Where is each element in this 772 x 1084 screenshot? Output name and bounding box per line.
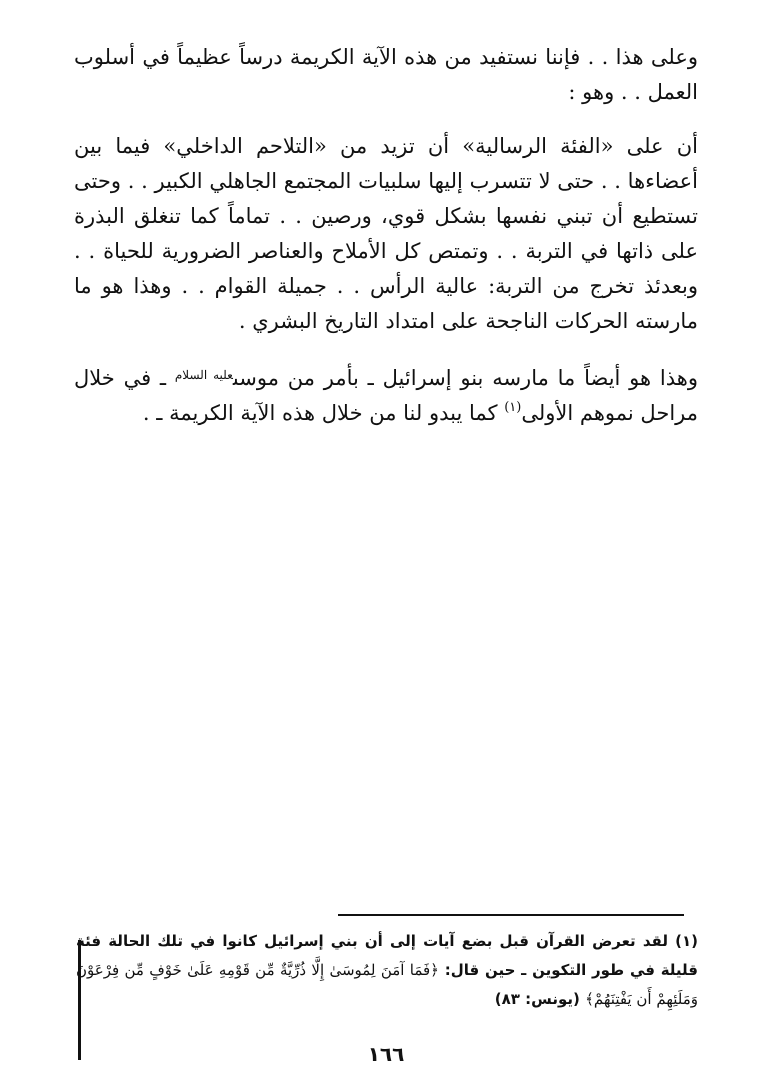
paragraph-3-text-a: وهذا هو أيضاً ما مارسه بنو إسرائيل ـ بأمر من موسى [232, 366, 698, 390]
footnote-reference[interactable]: (١) [504, 400, 522, 415]
paragraph-3-text-b: ـ في خلال مراحل نموهم الأولى [74, 366, 698, 425]
paragraph-2-text: أن على «الفئة الرسالية» أن تزيد من «التلاحم الداخلي» فيما بين أعضاءها . . حتى لا تتسرب إليها سلبيات المجتمع الجاهلي الكبير . . وحتى تستطيع أن تبني نفسها بشكل قوي، ورصين . . تماماً كما تنغلق البذرة على ذاتها في التربة . . وتمتص كل الأملاح والعناصر الضرورية للحياة . . وبعدئذ تخرج من التربة: عالية الرأس . . جميلة القوام . . وهذا هو ما مارسته الحركات الناجحة على امتداد التاريخ البشري . [74, 134, 698, 333]
footnote [76, 927, 698, 1014]
paragraph-1-text: وعلى هذا . . فإننا نستفيد من هذه الآية الكريمة درساً عظيماً في أسلوب العمل . . وهو : [74, 45, 698, 104]
footnote-citation: (يونس: ٨٣) [494, 990, 586, 1008]
paragraph-3 [74, 358, 698, 431]
footnote-quran-verse: ﴿فَمَا آمَنَ لِمُوسَىٰ إِلَّا ذُرِّيَّةٌ مِّن قَوْمِهِ عَلَىٰ خَوْفٍ مِّن فِرْعَوْنَ وَمَلَئِهِمْ أَن يَفْتِنَهُمْ﴾ [76, 961, 698, 1008]
page-number: ١٦٦ [367, 1042, 405, 1066]
main-text [74, 40, 698, 431]
footnote-separator [338, 914, 684, 916]
paragraph-1 [74, 40, 698, 110]
honorific-glyph: عليه السلام [174, 368, 233, 382]
paragraph-3-text-c: كما يبدو لنا من خلال هذه الآية الكريمة ـ . [142, 401, 505, 425]
paragraph-2 [74, 129, 698, 339]
footnote-text-a: (١) لقد تعرض القرآن قبل بضع آيات إلى أن بني إسرائيل كانوا في تلك الحالة فئة قليلة في طور التكوين ـ حين قال: [76, 932, 698, 979]
